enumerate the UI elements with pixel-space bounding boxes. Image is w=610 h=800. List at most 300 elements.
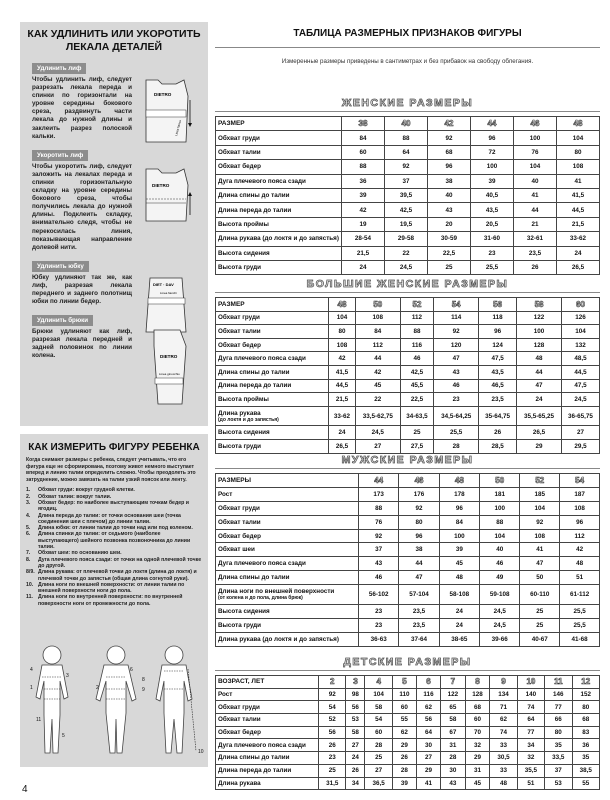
value-cell: 31 xyxy=(441,739,466,752)
value-cell: 62 xyxy=(490,714,517,727)
value-cell: 68 xyxy=(427,145,470,159)
value-cell: 112 xyxy=(355,338,400,352)
row-label: Рост xyxy=(218,490,233,498)
value-cell: 76 xyxy=(513,145,556,159)
row-label: Длина переда до талии xyxy=(218,382,292,390)
table-header-row xyxy=(216,298,600,312)
value-cell: 96 xyxy=(427,160,470,174)
size-tables-panel xyxy=(215,22,600,787)
row-label-cell xyxy=(216,352,329,366)
value-cell: 27 xyxy=(561,426,599,440)
size-header-cell: 4 xyxy=(365,676,392,689)
row-label-cell xyxy=(216,487,359,501)
value-cell: 58-108 xyxy=(439,585,479,605)
row-label: Высота проймы xyxy=(218,395,269,403)
bodice-pattern-shorten-sketch xyxy=(140,163,196,227)
row-label: Дуга плечевого пояса сзади xyxy=(218,355,306,363)
value-cell: 60 xyxy=(392,701,416,714)
value-cell: 42 xyxy=(355,365,400,379)
value-cell: 104 xyxy=(556,131,599,145)
size-header-cell: 12 xyxy=(572,676,600,689)
row-label-cell xyxy=(216,701,319,714)
value-cell: 34 xyxy=(517,739,544,752)
lengthen-bodice-label: Удлинить лиф xyxy=(32,63,86,74)
table-row xyxy=(216,515,600,529)
value-cell: 29 xyxy=(465,752,490,765)
table-row xyxy=(216,764,600,777)
value-cell: 100 xyxy=(517,325,562,339)
value-cell: 45 xyxy=(439,557,479,571)
value-cell: 88 xyxy=(384,131,427,145)
skirt-sketch-label: DIET · DAV xyxy=(153,281,174,287)
value-cell: 43,5 xyxy=(479,365,517,379)
value-cell: 80 xyxy=(329,325,356,339)
row-label: Обхват бедер xyxy=(218,163,261,171)
list-item: 8. Дуга плечевого пояса сзади: от точки на одной плечевой точке до другой. xyxy=(26,556,202,569)
value-cell: 100 xyxy=(480,501,520,515)
value-cell: 24 xyxy=(517,393,562,407)
table-row xyxy=(216,352,600,366)
value-cell: 29,5 xyxy=(561,440,599,454)
lengthen-skirt-section xyxy=(20,255,208,306)
figure-number: 11 xyxy=(36,717,42,723)
trousers-sketch-line-label: Linea ginocchio xyxy=(159,372,180,377)
table-row xyxy=(216,605,600,619)
plus-women-sizes-table xyxy=(215,297,600,454)
row-label: Обхват шеи xyxy=(218,546,255,554)
value-cell: 60 xyxy=(465,714,490,727)
value-cell: 25 xyxy=(520,619,560,633)
value-cell: 43 xyxy=(434,365,479,379)
value-cell: 30-59 xyxy=(427,232,470,246)
value-cell: 64 xyxy=(416,726,440,739)
list-item: 2. Обхват талии: вокруг талии. xyxy=(26,493,112,500)
row-label-cell xyxy=(216,338,329,352)
value-cell: 36,5 xyxy=(365,777,392,790)
table-row xyxy=(216,571,600,585)
value-cell: 35-64,75 xyxy=(479,406,517,426)
value-cell: 88 xyxy=(480,515,520,529)
value-cell: 52 xyxy=(319,714,346,727)
value-cell: 96 xyxy=(439,501,479,515)
value-cell: 108 xyxy=(560,501,600,515)
value-cell: 96 xyxy=(470,131,513,145)
value-cell: 43 xyxy=(427,203,470,217)
plus-women-sizes-block xyxy=(215,278,600,454)
table-title: МУЖСКИЕ РАЗМЕРЫ xyxy=(341,454,474,466)
value-cell: 23 xyxy=(359,619,399,633)
value-cell: 28-54 xyxy=(341,232,384,246)
size-header-cell: 56 xyxy=(479,298,517,312)
women-sizes-table xyxy=(215,116,600,275)
value-cell: 22,5 xyxy=(427,246,470,260)
value-cell: 23 xyxy=(470,246,513,260)
lengthen-bodice-text: Чтобы удлинить лиф, следует разрезать лекала переда и спинки по горизонтали на уровне середины бокового среза, раздвинуть части лекала до нужной длины и заклеить разрез полоской кальки. xyxy=(32,76,132,140)
value-cell: 24,5 xyxy=(355,426,400,440)
value-cell: 21,5 xyxy=(341,246,384,260)
value-cell: 64 xyxy=(517,714,544,727)
value-cell: 25,5 xyxy=(560,619,600,633)
table-title-divider xyxy=(215,670,600,671)
value-cell: 41 xyxy=(513,188,556,202)
value-cell: 126 xyxy=(561,311,599,325)
value-cell: 47 xyxy=(399,571,439,585)
value-cell: 48 xyxy=(490,777,517,790)
size-header-cell: 60 xyxy=(561,298,599,312)
row-label: Высота проймы xyxy=(218,220,269,228)
value-cell: 36 xyxy=(341,174,384,188)
lengthen-trousers-label: Удлинить брюки xyxy=(32,315,93,326)
list-item: 3. Обхват бедер: по наиболее выступающим точкам бедер и ягодиц. xyxy=(26,499,189,513)
row-label: Обхват бедер xyxy=(218,729,261,737)
value-cell: 29 xyxy=(416,764,440,777)
row-label-cell xyxy=(216,688,319,701)
value-cell: 47 xyxy=(520,557,560,571)
value-cell: 21,5 xyxy=(329,393,356,407)
value-cell: 66 xyxy=(545,714,572,727)
row-label-cell xyxy=(216,571,359,585)
row-label-cell xyxy=(216,174,342,188)
size-header-cell: 3 xyxy=(346,676,365,689)
figure-number: 8 xyxy=(142,677,145,683)
value-cell: 88 xyxy=(359,501,399,515)
value-cell: 35,5-65,25 xyxy=(517,406,562,426)
row-label-cell xyxy=(216,203,342,217)
value-cell: 33,5-62,75 xyxy=(355,406,400,426)
value-cell: 100 xyxy=(470,160,513,174)
size-header-cell: 46 xyxy=(399,474,439,488)
list-item: 5. Длина юбки: от линии талии до точки над или под коленом. xyxy=(26,525,193,532)
value-cell: 42,5 xyxy=(384,203,427,217)
value-cell: 187 xyxy=(560,487,600,501)
value-cell: 22,5 xyxy=(400,393,434,407)
row-label-cell xyxy=(216,739,319,752)
list-item: 4. Длина переда до талии: от точки основания шеи (точка соединения шеи с плечом) до линии талии. xyxy=(26,512,181,525)
table-row xyxy=(216,557,600,571)
value-cell: 49 xyxy=(480,571,520,585)
value-cell: 58 xyxy=(441,714,466,727)
value-cell: 62 xyxy=(392,726,416,739)
figure-number: 6 xyxy=(130,667,133,673)
value-cell: 80 xyxy=(399,515,439,529)
value-cell: 24,5 xyxy=(561,393,599,407)
value-cell: 25,5 xyxy=(560,605,600,619)
value-cell: 43 xyxy=(441,777,466,790)
size-header-cell: 44 xyxy=(470,117,513,131)
how-to-measure-title: КАК ИЗМЕРИТЬ ФИГУРУ РЕБЕНКА xyxy=(28,442,200,453)
row-label: Длина переда до талии xyxy=(218,206,292,214)
value-cell: 59-108 xyxy=(480,585,520,605)
value-cell: 173 xyxy=(359,487,399,501)
value-cell: 25,5 xyxy=(434,426,479,440)
value-cell: 41,5 xyxy=(556,188,599,202)
measurement-list xyxy=(26,487,202,607)
value-cell: 134 xyxy=(490,688,517,701)
value-cell: 96 xyxy=(560,515,600,529)
child-figures-illustration xyxy=(22,641,206,759)
size-header-cell: 52 xyxy=(520,474,560,488)
table-row xyxy=(216,379,600,393)
value-cell: 26,5 xyxy=(517,426,562,440)
value-cell: 25,5 xyxy=(470,260,513,274)
value-cell: 30,5 xyxy=(490,752,517,765)
value-cell: 104 xyxy=(513,160,556,174)
value-cell: 28 xyxy=(392,764,416,777)
value-cell: 96 xyxy=(399,529,439,543)
table-row xyxy=(216,406,600,426)
value-cell: 146 xyxy=(545,688,572,701)
page-subtitle: Измеренные размеры приведены в сантиметрах и без прибавок на свободу облегания. xyxy=(281,58,534,65)
value-cell: 39 xyxy=(470,174,513,188)
row-label-cell xyxy=(216,260,342,274)
value-cell: 34-63,5 xyxy=(400,406,434,426)
value-cell: 36-63 xyxy=(359,633,399,647)
value-cell: 34,5-64,25 xyxy=(434,406,479,426)
figure-number: 10 xyxy=(198,749,204,755)
row-label-cell xyxy=(216,557,359,571)
value-cell: 42 xyxy=(560,543,600,557)
row-label: Высота сидения xyxy=(218,249,270,257)
row-label: Длина переда до талии xyxy=(218,767,292,775)
value-cell: 48,5 xyxy=(561,352,599,366)
value-cell: 32 xyxy=(465,739,490,752)
men-sizes-block xyxy=(215,454,600,647)
value-cell: 92 xyxy=(434,325,479,339)
value-cell: 39 xyxy=(439,543,479,557)
table-row xyxy=(216,131,600,145)
row-label-cell xyxy=(216,633,359,647)
value-cell: 108 xyxy=(355,311,400,325)
lengthen-trousers-section xyxy=(20,309,208,377)
value-cell: 41 xyxy=(556,174,599,188)
value-cell: 98 xyxy=(346,688,365,701)
value-cell: 112 xyxy=(400,311,434,325)
value-cell: 35,5 xyxy=(517,764,544,777)
value-cell: 68 xyxy=(465,701,490,714)
row-label-cell xyxy=(216,406,329,426)
value-cell: 24,5 xyxy=(480,605,520,619)
value-cell: 58 xyxy=(346,726,365,739)
row-label-cell xyxy=(216,440,329,454)
value-cell: 46 xyxy=(359,571,399,585)
value-cell: 104 xyxy=(480,529,520,543)
value-cell: 53 xyxy=(545,777,572,790)
size-header-cell: 48 xyxy=(556,117,599,131)
bodice-sketch-line-label: Linea fianco xyxy=(174,119,183,137)
value-cell: 46 xyxy=(480,557,520,571)
value-cell: 178 xyxy=(439,487,479,501)
value-cell: 56 xyxy=(319,726,346,739)
row-label-cell xyxy=(216,726,319,739)
value-cell: 34 xyxy=(346,777,365,790)
table-row xyxy=(216,585,600,605)
value-cell: 48 xyxy=(439,571,479,585)
value-cell: 23,5 xyxy=(399,605,439,619)
value-cell: 88 xyxy=(400,325,434,339)
row-label-cell xyxy=(216,501,359,515)
list-item: 1. Обхват груди: вокруг грудной клетки. xyxy=(26,487,135,494)
value-cell: 77 xyxy=(545,701,572,714)
value-cell: 41-68 xyxy=(560,633,600,647)
value-cell: 60-110 xyxy=(520,585,560,605)
row-label: Длина ноги по внешней поверхности xyxy=(218,588,335,596)
value-cell: 26 xyxy=(513,260,556,274)
value-cell: 51 xyxy=(560,571,600,585)
table-row xyxy=(216,174,600,188)
value-cell: 40 xyxy=(480,543,520,557)
value-cell: 55 xyxy=(392,714,416,727)
figure-number: 5 xyxy=(62,733,65,739)
value-cell: 28 xyxy=(434,440,479,454)
value-cell: 24,5 xyxy=(480,619,520,633)
value-cell: 67 xyxy=(441,726,466,739)
table-row xyxy=(216,701,600,714)
value-cell: 132 xyxy=(561,338,599,352)
trousers-pattern-sketch xyxy=(140,328,196,406)
value-cell: 88 xyxy=(341,160,384,174)
value-cell: 96 xyxy=(479,325,517,339)
table-row xyxy=(216,188,600,202)
value-cell: 65 xyxy=(441,701,466,714)
value-cell: 27 xyxy=(346,739,365,752)
table-header-row xyxy=(216,676,600,689)
value-cell: 35 xyxy=(572,752,600,765)
header-label-cell: РАЗМЕР xyxy=(216,117,342,131)
value-cell: 27,5 xyxy=(400,440,434,454)
value-cell: 27 xyxy=(416,752,440,765)
value-cell: 23 xyxy=(359,605,399,619)
value-cell: 114 xyxy=(434,311,479,325)
value-cell: 43 xyxy=(359,557,399,571)
value-cell: 104 xyxy=(520,501,560,515)
trousers-sketch-label: DIETRO xyxy=(160,354,178,360)
value-cell: 43,5 xyxy=(470,203,513,217)
value-cell: 46 xyxy=(434,379,479,393)
value-cell: 48 xyxy=(560,557,600,571)
row-label: Длина рукава xyxy=(218,409,261,417)
value-cell: 41 xyxy=(520,543,560,557)
size-header-cell: 6 xyxy=(416,676,440,689)
table-row xyxy=(216,440,600,454)
row-label: Длина спины до талии xyxy=(218,368,290,376)
value-cell: 44 xyxy=(399,557,439,571)
row-label-cell xyxy=(216,714,319,727)
value-cell: 40 xyxy=(513,174,556,188)
value-cell: 29 xyxy=(392,739,416,752)
value-cell: 47,5 xyxy=(479,352,517,366)
value-cell: 33 xyxy=(490,764,517,777)
row-label: Дуга плечевого пояса сзади xyxy=(218,177,306,185)
value-cell: 62 xyxy=(416,701,440,714)
list-item: 7. Обхват шеи: по основанию шеи. xyxy=(26,550,122,557)
row-label-cell xyxy=(216,777,319,790)
title-divider xyxy=(215,47,600,48)
table-row xyxy=(216,714,600,727)
value-cell: 122 xyxy=(441,688,466,701)
table-title-divider xyxy=(215,292,600,293)
row-label: Обхват бедер xyxy=(218,341,261,349)
row-label: Высота сидения xyxy=(218,608,270,616)
table-row xyxy=(216,633,600,647)
value-cell: 54 xyxy=(319,701,346,714)
row-label: Высота сидения xyxy=(218,429,270,437)
table-row xyxy=(216,338,600,352)
value-cell: 44 xyxy=(355,352,400,366)
size-header-cell: 38 xyxy=(341,117,384,131)
page-title: ТАБЛИЦА РАЗМЕРНЫХ ПРИЗНАКОВ ФИГУРЫ xyxy=(293,28,522,39)
value-cell: 61-112 xyxy=(560,585,600,605)
value-cell: 44 xyxy=(517,365,562,379)
value-cell: 84 xyxy=(355,325,400,339)
size-header-cell: 5 xyxy=(392,676,416,689)
value-cell: 27 xyxy=(355,440,400,454)
how-to-measure-intro: Когда снимают размеры с ребенка, следует учитывать, что его фигура еще не сформирована, поэтому живот немного выступает вперед и линию талии определить сложно. Чтобы преодолеть это затруднение, можно завязать на талии узкий поясок или ленту. xyxy=(26,457,196,483)
value-cell: 33 xyxy=(490,739,517,752)
value-cell: 185 xyxy=(520,487,560,501)
row-label: Дуга плечевого пояса сзади xyxy=(218,560,306,568)
figure-number: 3 xyxy=(66,673,69,679)
row-label-cell xyxy=(216,365,329,379)
size-header-cell: 44 xyxy=(359,474,399,488)
size-header-cell: 7 xyxy=(441,676,466,689)
row-label-cell xyxy=(216,145,342,159)
value-cell: 47 xyxy=(517,379,562,393)
skirt-sketch-line-label: Linea fianchi xyxy=(160,290,177,295)
size-header-cell: 42 xyxy=(427,117,470,131)
table-row xyxy=(216,203,600,217)
table-header-row xyxy=(216,117,600,131)
shorten-bodice-label: Укоротить лиф xyxy=(32,150,88,161)
value-cell: 92 xyxy=(319,688,346,701)
table-title-divider xyxy=(215,468,600,469)
value-cell: 24 xyxy=(439,605,479,619)
table-header-row xyxy=(216,474,600,488)
row-label: Высота груди xyxy=(218,442,262,450)
value-cell: 55 xyxy=(572,777,600,790)
table-row xyxy=(216,501,600,515)
row-label: Высота груди xyxy=(218,264,262,272)
value-cell: 33,5 xyxy=(545,752,572,765)
value-cell: 45,5 xyxy=(400,379,434,393)
value-cell: 25 xyxy=(400,426,434,440)
value-cell: 38-65 xyxy=(439,633,479,647)
value-cell: 25 xyxy=(427,260,470,274)
table-row xyxy=(216,311,600,325)
row-label-cell xyxy=(216,131,342,145)
table-title: ЖЕНСКИЕ РАЗМЕРЫ xyxy=(341,97,474,109)
header-label-cell: РАЗМЕР xyxy=(216,298,329,312)
size-header-cell: 2 xyxy=(319,676,346,689)
value-cell: 40-67 xyxy=(520,633,560,647)
size-header-cell: 9 xyxy=(490,676,517,689)
value-cell: 21,5 xyxy=(556,217,599,231)
women-sizes-block xyxy=(215,97,600,275)
row-label: Обхват груди xyxy=(218,703,260,711)
value-cell: 48 xyxy=(517,352,562,366)
value-cell: 116 xyxy=(416,688,440,701)
value-cell: 56 xyxy=(346,701,365,714)
value-cell: 26 xyxy=(392,752,416,765)
value-cell: 60 xyxy=(341,145,384,159)
value-cell: 23,5 xyxy=(513,246,556,260)
value-cell: 42 xyxy=(341,203,384,217)
value-cell: 42,5 xyxy=(400,365,434,379)
value-cell: 38 xyxy=(427,174,470,188)
value-cell: 24 xyxy=(439,619,479,633)
value-cell: 64 xyxy=(384,145,427,159)
list-item: 10. Длина ноги по внешней поверхности: от линии талии по внешней поверхности ноги до пола. xyxy=(26,581,185,595)
value-cell: 26 xyxy=(479,426,517,440)
